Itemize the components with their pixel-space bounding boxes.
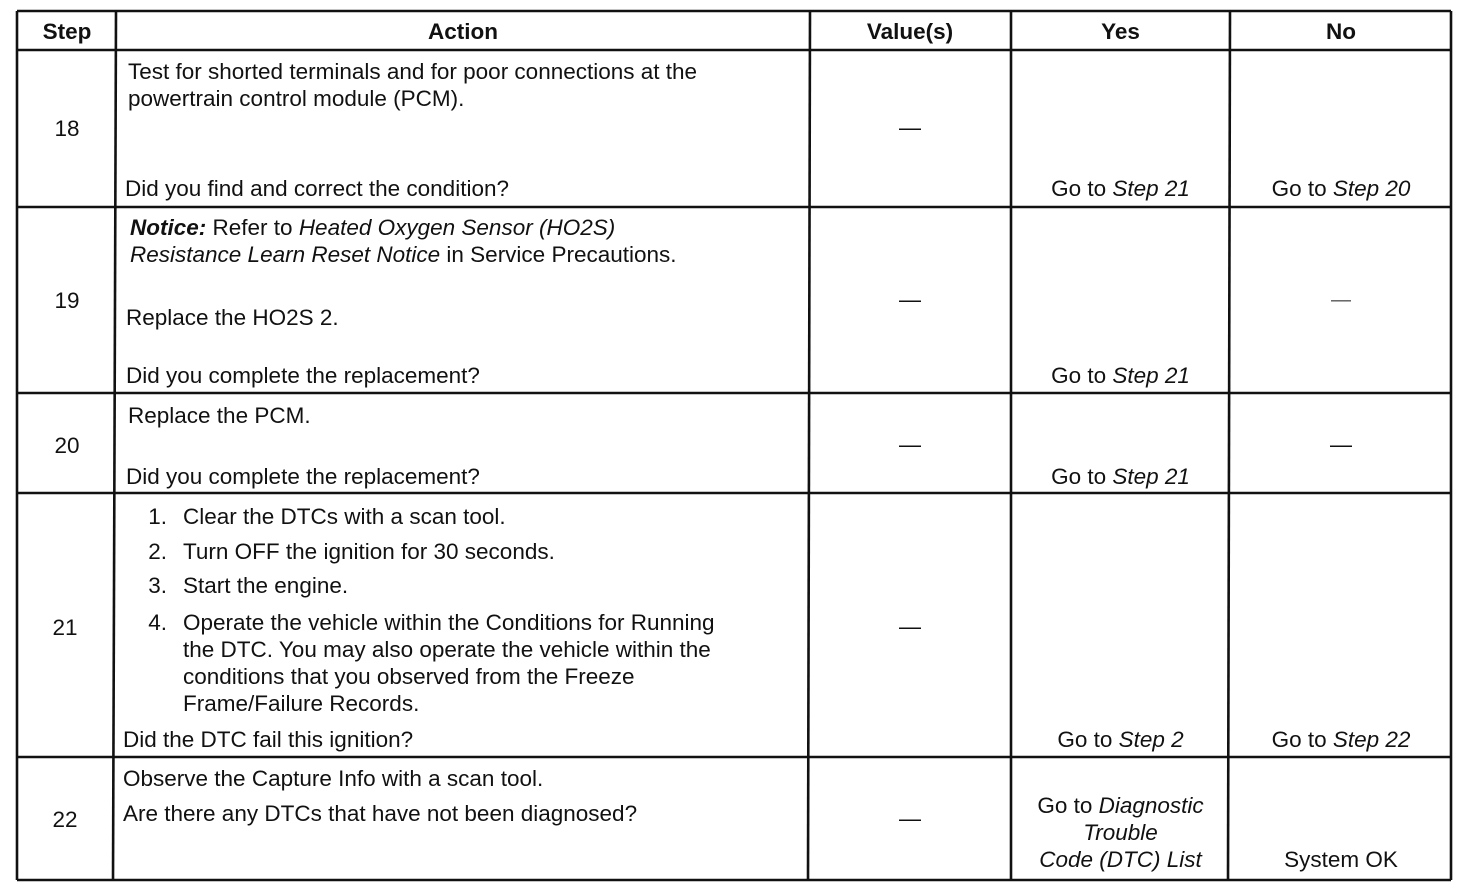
yes-dtc-list-link[interactable]: Diagnostic <box>1098 793 1204 818</box>
action-question: Did you complete the replacement? <box>126 363 480 388</box>
action-question: Did the DTC fail this ignition? <box>123 727 414 752</box>
list-item-text: Frame/Failure Records. <box>183 691 420 716</box>
list-number: 2. <box>148 539 167 564</box>
yes-goto-prefix: Go to <box>1051 176 1113 201</box>
yes-dtc-list-link[interactable]: Trouble <box>1083 820 1158 845</box>
yes-goto-prefix: Go to <box>1051 363 1113 388</box>
notice-label: Notice: <box>130 215 207 240</box>
yes-goto <box>1012 362 1229 389</box>
yes-goto <box>1012 463 1229 490</box>
yes-goto-prefix: Go to <box>1057 727 1119 752</box>
list-item-text: Operate the vehicle within the Conditions for Running <box>183 610 715 635</box>
action-line: Replace the HO2S 2. <box>126 305 339 330</box>
yes-goto-prefix: Go to <box>1051 464 1113 489</box>
step-number-19: 19 <box>54 288 80 313</box>
list-number: 3. <box>148 573 167 598</box>
yes-goto <box>1012 792 1229 819</box>
no-goto <box>1231 175 1451 202</box>
notice-text: Refer to <box>206 215 299 240</box>
no-step-link[interactable]: Step 22 <box>1332 727 1411 752</box>
list-number: 4. <box>148 610 167 635</box>
list-item-text: Turn OFF the ignition for 30 seconds. <box>183 539 555 564</box>
value-dash: — <box>899 432 921 457</box>
action-question: Did you find and correct the condition? <box>125 176 509 201</box>
step-number-21: 21 <box>52 615 78 640</box>
list-item-text: Start the engine. <box>183 573 349 598</box>
action-line: Test for shorted terminals and for poor connections at the <box>128 59 698 84</box>
value-dash: — <box>899 806 921 831</box>
list-number: 1. <box>148 504 167 529</box>
yes-goto <box>1012 726 1229 753</box>
notice-line <box>130 241 677 268</box>
value-dash: — <box>899 115 921 140</box>
no-step-link[interactable]: Step 20 <box>1332 176 1411 201</box>
value-dash: — <box>899 614 921 639</box>
step-number-22: 22 <box>52 807 78 832</box>
action-question: Did you complete the replacement? <box>126 464 480 489</box>
no-result: System OK <box>1284 847 1398 872</box>
no-goto-prefix: Go to <box>1271 176 1333 201</box>
step-number-20: 20 <box>54 433 80 458</box>
header-step: Step <box>42 19 92 44</box>
notice-suffix: in Service Precautions. <box>440 242 677 267</box>
notice-reference-link[interactable]: Heated Oxygen Sensor (HO2S) <box>298 215 616 240</box>
yes-step-link[interactable]: Step 21 <box>1112 176 1190 201</box>
list-item-text: Clear the DTCs with a scan tool. <box>183 504 506 529</box>
no-goto-prefix: Go to <box>1271 727 1333 752</box>
value-dash: — <box>899 287 921 312</box>
no-dash: — <box>1331 289 1351 311</box>
action-line: powertrain control module (PCM). <box>128 86 465 111</box>
header-action: Action <box>428 19 498 44</box>
step-number-18: 18 <box>54 116 80 141</box>
notice-line <box>130 214 615 241</box>
yes-step-link[interactable]: Step 21 <box>1112 363 1190 388</box>
notice-reference-link[interactable]: Resistance Learn Reset Notice <box>130 242 441 267</box>
action-question: Are there any DTCs that have not been diagnosed? <box>123 801 638 826</box>
list-item-text: the DTC. You may also operate the vehicle within the <box>183 637 711 662</box>
header-no: No <box>1326 19 1356 44</box>
yes-goto-prefix: Go to <box>1037 793 1099 818</box>
yes-dtc-list-link[interactable]: Code (DTC) List <box>1039 847 1202 872</box>
action-line: Replace the PCM. <box>128 403 311 428</box>
list-item-text: conditions that you observed from the Freeze <box>183 664 635 689</box>
action-line: Observe the Capture Info with a scan tool. <box>123 766 544 791</box>
yes-goto <box>1012 175 1229 202</box>
yes-step-link[interactable]: Step 2 <box>1118 727 1184 752</box>
header-yes: Yes <box>1101 19 1140 44</box>
no-dash: — <box>1330 432 1352 457</box>
yes-step-link[interactable]: Step 21 <box>1112 464 1190 489</box>
header-values: Value(s) <box>866 19 954 44</box>
no-goto <box>1231 726 1451 753</box>
